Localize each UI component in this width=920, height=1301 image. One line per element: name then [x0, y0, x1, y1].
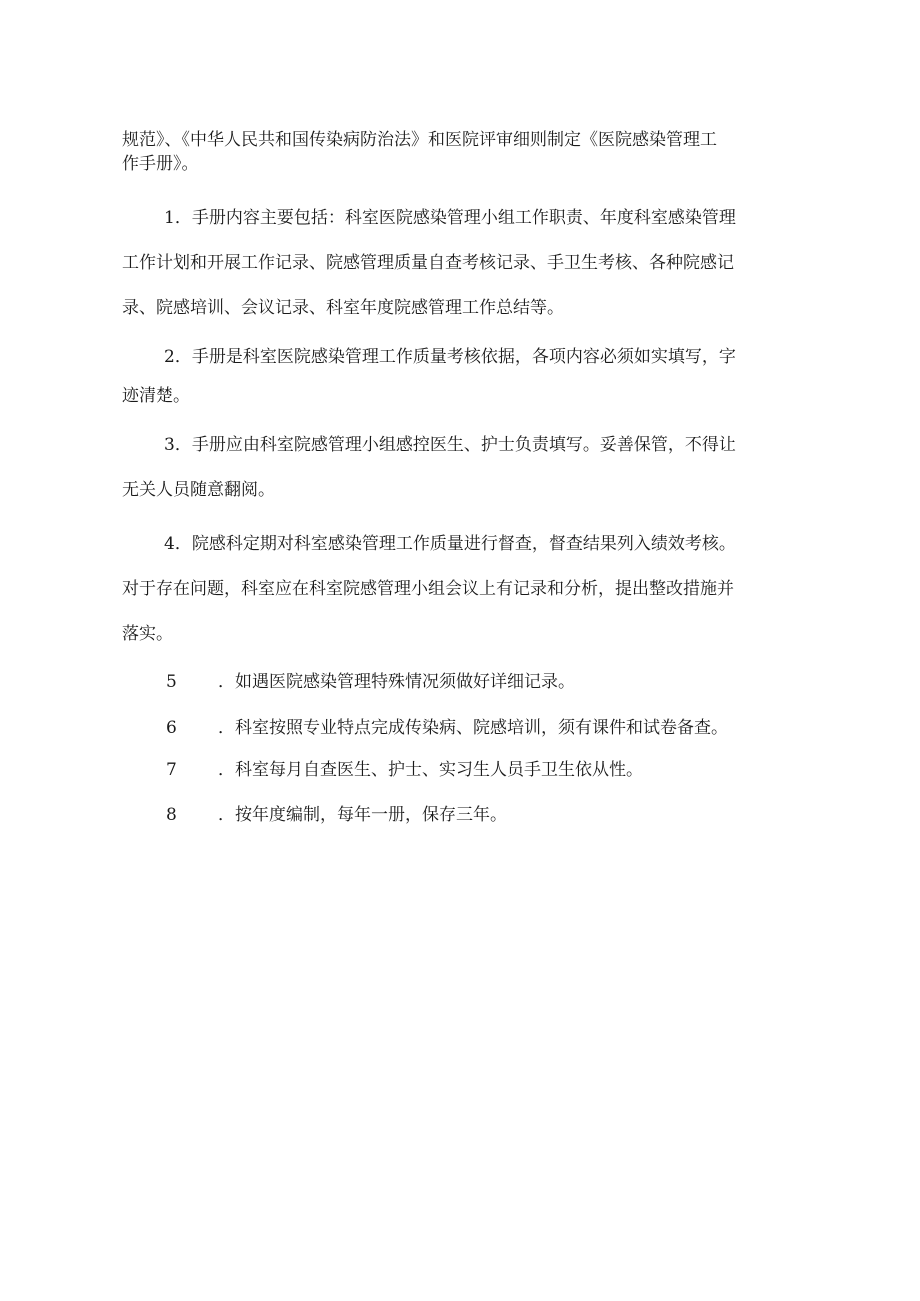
item-3-line-1: ．手册应由科室院感管理小组感控医生、护士负责填写。妥善保管，不得让 — [174, 435, 736, 455]
item-3-number: 3 — [164, 435, 175, 455]
item-1-line-1: ．手册内容主要包括：科室医院感染管理小组工作职责、年度科室感染管理 — [174, 208, 736, 228]
intro-line-2: 作手册》。 — [122, 154, 199, 174]
item-8-paragraph — [122, 803, 802, 827]
item-7-number: 7 — [166, 760, 177, 780]
item-4-line-2: 对于存在问题，科室应在科室院感管理小组会议上有记录和分析，提出整改措施并 — [122, 579, 734, 599]
item-6-number: 6 — [166, 718, 177, 738]
item-1-number: 1 — [164, 208, 175, 228]
item-3-paragraph — [122, 433, 802, 502]
item-5-text: ．如遇医院感染管理特殊情况须做好详细记录。 — [218, 672, 575, 692]
item-4-number: 4 — [164, 534, 175, 554]
item-6-text: ．科室按照专业特点完成传染病、院感培训，须有课件和试卷备查。 — [218, 718, 728, 738]
item-8-text: ．按年度编制，每年一册，保存三年。 — [218, 805, 507, 825]
item-8-number: 8 — [166, 805, 177, 825]
item-2-line-1: ．手册是科室医院感染管理工作质量考核依据，各项内容必须如实填写，字 — [174, 347, 736, 367]
item-4-line-1: ．院感科定期对科室感染管理工作质量进行督查，督查结果列入绩效考核。 — [174, 534, 736, 554]
item-4-paragraph — [122, 532, 802, 646]
item-5-number: 5 — [166, 672, 177, 692]
item-1-line-3: 录、院感培训、会议记录、科室年度院感管理工作总结等。 — [122, 298, 564, 318]
intro-line-1: 规范》、《中华人民共和国传染病防治法》和医院评审细则制定《医院感染管理工 — [122, 130, 717, 150]
item-1-line-2: 工作计划和开展工作记录、院感管理质量自查考核记录、手卫生考核、各种院感记 — [122, 253, 734, 273]
item-1-paragraph — [122, 206, 802, 320]
item-4-line-3: 落实。 — [122, 624, 173, 644]
item-7-paragraph — [122, 758, 802, 782]
item-3-line-2: 无关人员随意翻阅。 — [122, 480, 275, 500]
item-5-paragraph — [122, 670, 802, 694]
item-2-number: 2 — [164, 347, 175, 367]
item-6-paragraph — [122, 716, 802, 740]
item-2-line-2: 迹清楚。 — [122, 386, 190, 406]
item-7-text: ．科室每月自查医生、护士、实习生人员手卫生依从性。 — [218, 760, 643, 780]
item-2-paragraph — [122, 345, 802, 408]
intro-paragraph — [122, 128, 802, 176]
